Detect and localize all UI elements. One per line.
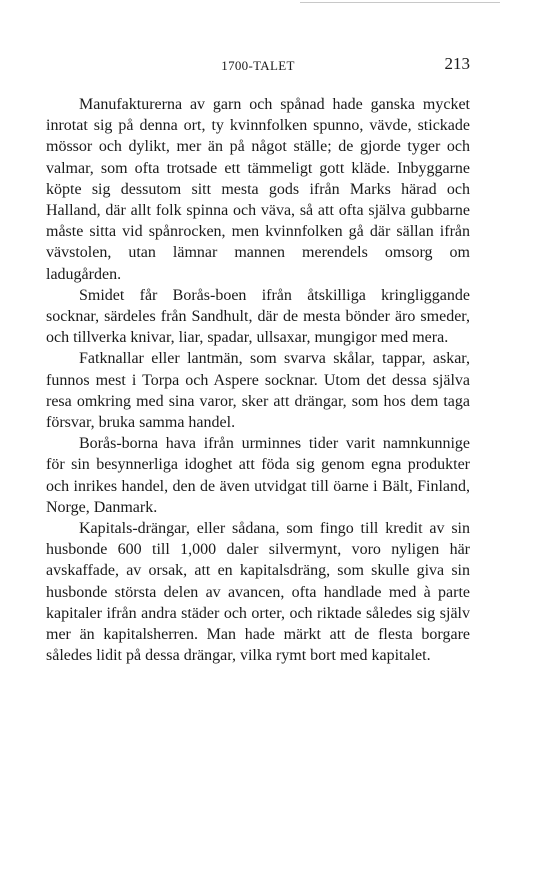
paragraph-boras-trade: Borås-borna hava ifrån urminnes tider varit namnkunnige för sin besynnerliga idoghet att föda sig genom egna produkter och inrikes handel, den de även utvidgat till öarne i Bält, Finland, Norge, Danmark. xyxy=(46,435,470,516)
top-edge-rule xyxy=(300,2,500,3)
paragraph-manufactures: Manufakturerna av garn och spånad hade ganska mycket inrotat sig på denna ort, ty kvinnfolken spunno, vävde, stickade mössor och dylikt, mer än på något ställe; de gjorde tyger och valmar, som ofta trotsade ett tämmeligt gott kläde. Inbyggarne köpte sig dessutom sitt mesta gods ifrån Marks härad och Halland, där allt folk spinna och väva, så att ofta själva gubbarne måste sitta vid spånrocken, men kvinnfolken gå där sällan ifrån vävstolen, utan lämnar mannen merendels omsorg om ladugården. xyxy=(46,96,470,283)
paragraph-kapitals-drangar: Kapitals-drängar, eller sådana, som fingo till kredit av sin husbonde 600 till 1,000 daler silvermynt, voro nyligen här avskaffade, av orsak, att en kapitalsdräng, som skulle giva sin husbonde största delen av avancen, ofta handlade med à parte kapitaler ifrån andra städer och orter, och riktade således sig själv mer än kapitalsherren. Man hade märkt att de flesta borgare således lidit på dessa drängar, vilka rymt bort med kapitalet. xyxy=(46,520,470,665)
paragraph-smithing: Smidet får Borås-boen ifrån åtskilliga kringliggande socknar, särdeles från Sandhult, där de mesta bönder äro smeder, och tillverka knivar, liar, spadar, ullsaxar, mungigor med mera. xyxy=(46,286,470,347)
running-title: 1700-TALET xyxy=(221,58,295,73)
running-head xyxy=(46,52,470,82)
book-page xyxy=(46,52,470,666)
page-number: 213 xyxy=(444,54,470,73)
body-text xyxy=(46,94,470,666)
paragraph-fatknallar: Fatknallar eller lantmän, som svarva skålar, tappar, askar, funnos mest i Torpa och Aspere socknar. Utom det dessa själva resa omkring med sina varor, sker att drängar, som hos dem taga försvar, bruka samma handel. xyxy=(46,350,470,432)
